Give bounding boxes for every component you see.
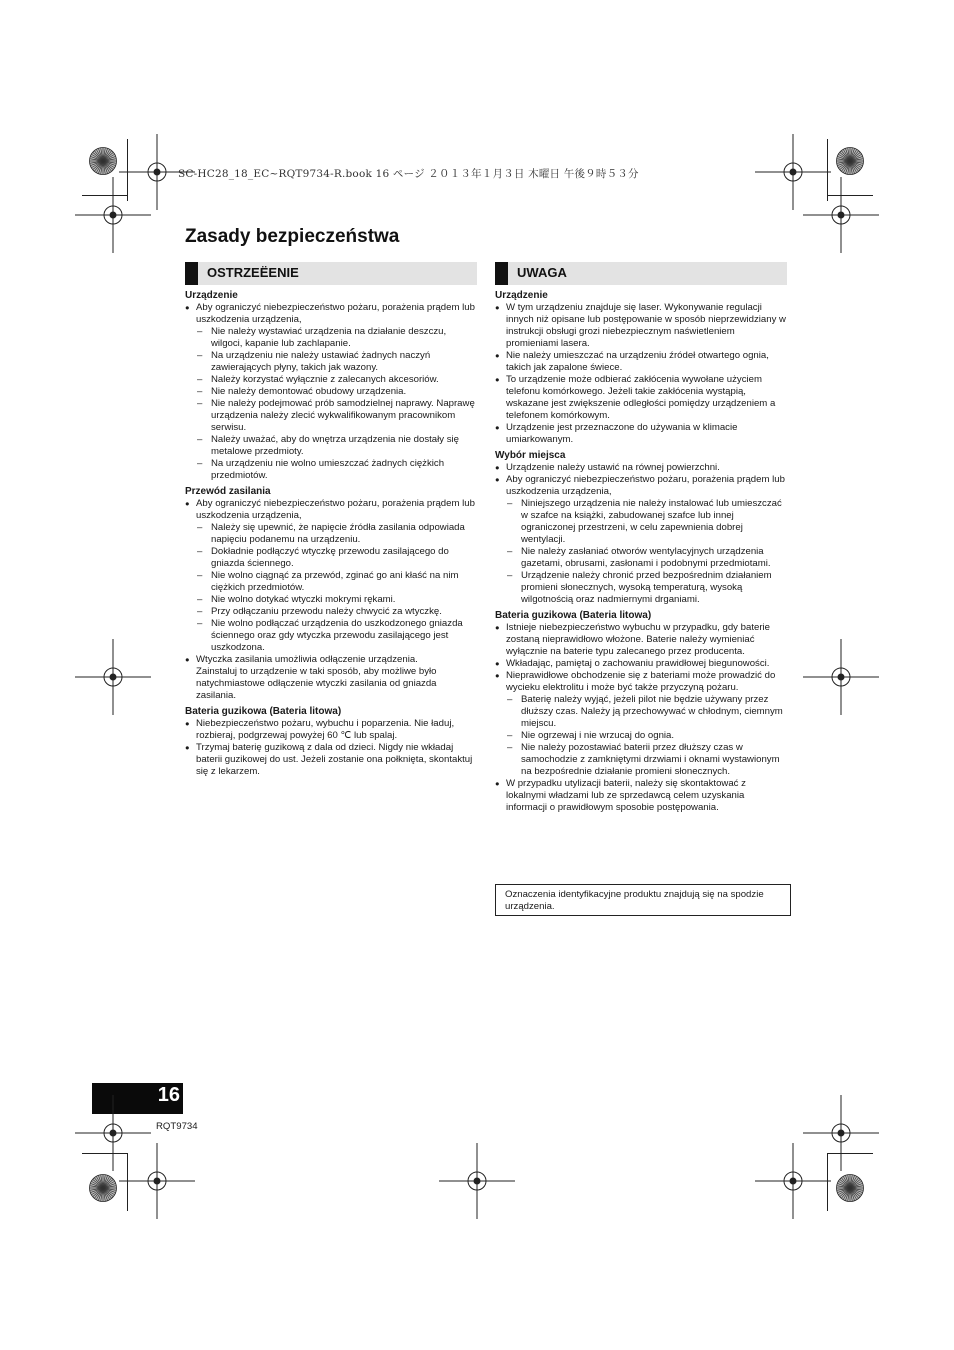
- section-subheading: Bateria guzikowa (Bateria litowa): [185, 706, 342, 717]
- dash-list-item: – Przy odłączaniu przewodu należy chwycić za wtyczkę.: [185, 606, 477, 618]
- bullet-list: [495, 622, 787, 814]
- registration-crosshair-icon: [439, 1143, 515, 1219]
- registration-crosshair-icon: [119, 1143, 195, 1219]
- bullet-list-item: ● To urządzenie może odbierać zakłócenia wywołane użyciem telefonu komórkowego. Jeżeli takie zakłócenia wystąpią, wskazane jest zwiększenie odległości pomiędzy urządzeniem a telefonem komórkowym.: [495, 374, 787, 422]
- bullet-list-item: ● Urządzenie należy ustawić na równej powierzchni.: [495, 462, 787, 474]
- dash-list-item: – Nie należy demontować obudowy urządzenia.: [185, 386, 477, 398]
- section-bar: [495, 262, 508, 285]
- dash-list-item: – Baterię należy wyjąć, jeżeli pilot nie będzie używany przez dłuższy czas. Należy ją przechowywać w chłodnym, ciemnym miejscu.: [495, 694, 787, 730]
- bullet-list-item: ● W przypadku utylizacji baterii, należy się skontaktować z lokalnymi władzami lub ze sprzedawcą celem uzyskania informacji o prawidłowym sposobie postępowania.: [495, 778, 787, 814]
- bullet-list-item: ● Niebezpieczeństwo pożaru, wybuchu i poparzenia. Nie ładuj, rozbieraj, podgrzewaj powyżej 60 ℃ lub spalaj.: [185, 718, 477, 742]
- registration-starburst-icon: [836, 147, 864, 175]
- crop-mark-line: [82, 195, 128, 196]
- bullet-list: [185, 718, 477, 778]
- section-subheading: Wybór miejsca: [495, 450, 566, 461]
- caution-section-header: [495, 262, 787, 285]
- bullet-list-item: ● Aby ograniczyć niebezpieczeństwo pożaru, porażenia prądem lub uszkodzenia urządzenia,: [495, 474, 787, 498]
- crop-mark-line: [82, 1153, 128, 1154]
- dash-list-item: – Nie należy podejmować prób samodzielnej naprawy. Naprawę urządzenia należy zlecić wykwalifikowanym pracownikom serwisu.: [185, 398, 477, 434]
- page-number: 16: [157, 1084, 180, 1106]
- dash-list-item: – Na urządzeniu nie należy ustawiać żadnych naczyń zawierających płyny, takich jak wazony.: [185, 350, 477, 374]
- crop-mark-line: [827, 139, 828, 201]
- caution-section-body: [495, 290, 787, 814]
- warning-section-body: [185, 290, 477, 778]
- registration-crosshair-icon: [755, 1143, 831, 1219]
- dash-list-item: – Nie należy zasłaniać otworów wentylacyjnych urządzenia gazetami, obrusami, zasłonami i podobnymi przedmiotami.: [495, 546, 787, 570]
- bullet-list-item: Zainstaluj to urządzenie w taki sposób, aby możliwe było natychmiastowe odłączenie wtyczki zasilania od gniazda zasilania.: [196, 666, 437, 701]
- dash-list-item: – Nie wolno dotykać wtyczki mokrymi rękami.: [185, 594, 477, 606]
- dash-list-item: – Nie należy wystawiać urządzenia na działanie deszczu, wilgoci, kapanie lub zachlapanie.: [185, 326, 477, 350]
- dash-list-item: – Dokładnie podłączyć wtyczkę przewodu zasilającego do gniazda ściennego.: [185, 546, 477, 570]
- warning-header-label: OSTRZEËENIE: [207, 265, 299, 280]
- dash-list-item: – Należy się upewnić, że napięcie źródła zasilania odpowiada napięciu podanemu na urządzeniu.: [185, 522, 477, 546]
- print-header: SC-HC28_18_EC~RQT9734-R.book 16 ページ ２０１３年１月３日 木曜日 午後９時５３分: [178, 168, 639, 180]
- warning-section-header: [185, 262, 477, 285]
- dash-list-item: – Należy korzystać wyłącznie z zalecanych akcesoriów.: [185, 374, 477, 386]
- bullet-list-item: ● Aby ograniczyć niebezpieczeństwo pożaru, porażenia prądem lub uszkodzenia urządzenia,: [185, 302, 477, 326]
- left-column: [185, 262, 477, 778]
- crop-mark-line: [827, 195, 873, 196]
- bullet-list: [495, 462, 787, 606]
- dash-list-item: – Należy uważać, aby do wnętrza urządzenia nie dostały się metalowe przedmioty.: [185, 434, 477, 458]
- section-subheading: Urządzenie: [495, 290, 548, 301]
- dash-list-item: – Nie wolno podłączać urządzenia do uszkodzonego gniazda ściennego oraz gdy wtyczka przewodu zasilającego jest uszkodzona.: [185, 618, 477, 654]
- bullet-list: [185, 498, 477, 702]
- registration-crosshair-icon: [803, 177, 879, 253]
- product-id-note-box: Oznaczenia identyfikacyjne produktu znajdują się na spodzie urządzenia.: [495, 884, 791, 916]
- registration-starburst-icon: [836, 1174, 864, 1202]
- dash-list-item: – Na urządzeniu nie wolno umieszczać żadnych ciężkich przedmiotów.: [185, 458, 477, 482]
- dash-list-item: – Nie należy pozostawiać baterii przez dłuższy czas w samochodzie z zamkniętymi drzwiami i oknami wystawionym na bezpośrednie działanie promieni słonecznych.: [495, 742, 787, 778]
- registration-crosshair-icon: [803, 639, 879, 715]
- crop-mark-line: [827, 1153, 828, 1211]
- registration-crosshair-icon: [75, 177, 151, 253]
- bullet-list: [495, 302, 787, 446]
- crop-mark-line: [827, 1153, 873, 1154]
- document-code: RQT9734: [156, 1121, 198, 1132]
- section-subheading: Przewód zasilania: [185, 486, 271, 497]
- section-subheading: Bateria guzikowa (Bateria litowa): [495, 610, 652, 621]
- crop-mark-line: [127, 139, 128, 201]
- registration-starburst-icon: [89, 1174, 117, 1202]
- bullet-list: [185, 302, 477, 482]
- dash-list-item: – Niniejszego urządzenia nie należy instalować lub umieszczać w szafce na książki, zabudowanej szafce lub innej ograniczonej przestrzeni, w celu zapewnienia dobrej wentylacji.: [495, 498, 787, 546]
- bullet-list-item: ● Aby ograniczyć niebezpieczeństwo pożaru, porażenia prądem lub uszkodzenia urządzenia,: [185, 498, 477, 522]
- dash-list-item: – Nie ogrzewaj i nie wrzucaj do ognia.: [495, 730, 787, 742]
- bullet-list-item: ● W tym urządzeniu znajduje się laser. Wykonywanie regulacji innych niż opisane lub postępowanie w sposób nieprzewidziany w instrukcji obsługi grozi niebezpiecznym naświetleniem promieniami lasera.: [495, 302, 787, 350]
- bullet-list-item: ● Nieprawidłowe obchodzenie się z bateriami może prowadzić do wycieku elektrolitu i może być także przyczyną pożaru.: [495, 670, 787, 694]
- section-bar: [185, 262, 198, 285]
- registration-starburst-icon: [89, 147, 117, 175]
- right-column: [495, 262, 787, 814]
- crop-mark-line: [127, 1153, 128, 1211]
- bullet-list-item: ● Wtyczka zasilania umożliwia odłączenie urządzenia.: [185, 654, 477, 666]
- bullet-list-item: ● Urządzenie jest przeznaczone do używania w klimacie umiarkowanym.: [495, 422, 787, 446]
- bullet-list-item: ● Wkładając, pamiętaj o zachowaniu prawidłowej biegunowości.: [495, 658, 787, 670]
- bullet-list-item: ● Trzymaj baterię guzikową z dala od dzieci. Nigdy nie wkładaj baterii guzikowej do ust. Jeżeli zostanie ona połknięta, skontaktuj się z lekarzem.: [185, 742, 477, 778]
- bullet-list-item: ● Istnieje niebezpieczeństwo wybuchu w przypadku, gdy baterie zostaną nieprawidłowo włożone. Baterie należy wymieniać wyłącznie na baterie typu zalecanego przez producenta.: [495, 622, 787, 658]
- page-title: Zasady bezpieczeństwa: [185, 226, 400, 247]
- dash-list-item: – Urządzenie należy chronić przed bezpośrednim działaniem promieni słonecznych, wysoką temperaturą, wysoką wilgotnością oraz nadmiernymi drganiami.: [495, 570, 787, 606]
- dash-list-item: – Nie wolno ciągnąć za przewód, zginać go ani kłaść na nim ciężkich przedmiotów.: [185, 570, 477, 594]
- caution-header-label: UWAGA: [517, 265, 567, 280]
- registration-crosshair-icon: [75, 639, 151, 715]
- bullet-list-item: ● Nie należy umieszczać na urządzeniu źródeł otwartego ognia, takich jak zapalone świece.: [495, 350, 787, 374]
- section-subheading: Urządzenie: [185, 290, 238, 301]
